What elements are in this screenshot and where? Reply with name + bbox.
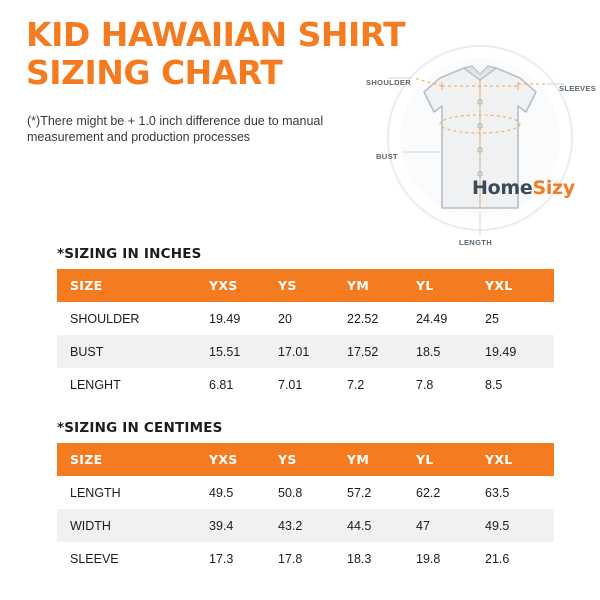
diagram-label-length: LENGTH	[459, 238, 493, 247]
table-row	[57, 302, 554, 335]
measurement-note: (*)There might be + 1.0 inch difference due to manual measurement and production processes	[27, 114, 324, 144]
cell-value: 7.2	[347, 368, 416, 401]
column-header-yxs: YXS	[209, 443, 278, 476]
row-label: SHOULDER	[57, 302, 209, 335]
row-label: LENGHT	[57, 368, 209, 401]
cell-value: 20	[278, 302, 347, 335]
cell-value: 25	[485, 302, 554, 335]
brand-logo	[472, 177, 575, 199]
column-header-size: SIZE	[57, 443, 209, 476]
section-title-centimetres: *SIZING IN CENTIMES	[57, 420, 223, 436]
row-label: SLEEVE	[57, 542, 209, 575]
cell-value: 21.6	[485, 542, 554, 575]
cell-value: 44.5	[347, 509, 416, 542]
table-row	[57, 476, 554, 509]
diagram-label-bust: BUST	[376, 152, 398, 161]
row-label: WIDTH	[57, 509, 209, 542]
table-row	[57, 368, 554, 401]
cell-value: 17.01	[278, 335, 347, 368]
cell-value: 43.2	[278, 509, 347, 542]
cell-value: 24.49	[416, 302, 485, 335]
cell-value: 18.5	[416, 335, 485, 368]
cell-value: 22.52	[347, 302, 416, 335]
cell-value: 57.2	[347, 476, 416, 509]
table-row	[57, 509, 554, 542]
cell-value: 49.5	[485, 509, 554, 542]
sizing-section-inches	[57, 246, 544, 401]
cell-value: 50.8	[278, 476, 347, 509]
cell-value: 15.51	[209, 335, 278, 368]
diagram-label-shoulder: SHOULDER	[366, 78, 412, 87]
cell-value: 17.3	[209, 542, 278, 575]
column-header-ys: YS	[278, 443, 347, 476]
column-header-yxl: YXL	[485, 443, 554, 476]
cell-value: 63.5	[485, 476, 554, 509]
table-row	[57, 542, 554, 575]
cell-value: 7.8	[416, 368, 485, 401]
table-header-row	[57, 269, 554, 302]
cell-value: 39.4	[209, 509, 278, 542]
cell-value: 19.49	[485, 335, 554, 368]
cell-value: 7.01	[278, 368, 347, 401]
diagram-label-sleeves: SLEEVES	[559, 84, 597, 93]
cell-value: 47	[416, 509, 485, 542]
column-header-yxs: YXS	[209, 269, 278, 302]
sizing-table-inches	[57, 269, 554, 401]
row-label: BUST	[57, 335, 209, 368]
brand-text-home: Home	[472, 177, 533, 199]
cell-value: 49.5	[209, 476, 278, 509]
column-header-ym: YM	[347, 269, 416, 302]
sizing-table-centimetres	[57, 443, 554, 575]
column-header-ym: YM	[347, 443, 416, 476]
brand-text-sizy: Sizy	[532, 177, 575, 199]
section-title-inches: *SIZING IN INCHES	[57, 246, 202, 262]
header	[0, 0, 600, 250]
cell-value: 6.81	[209, 368, 278, 401]
shirt-diagram	[366, 40, 597, 250]
title-line-2: SIZING CHART	[26, 53, 283, 92]
column-header-ys: YS	[278, 269, 347, 302]
column-header-yl: YL	[416, 443, 485, 476]
cell-value: 8.5	[485, 368, 554, 401]
table-row	[57, 335, 554, 368]
column-header-yxl: YXL	[485, 269, 554, 302]
title-line-1: KID HAWAIIAN SHIRT	[26, 15, 406, 54]
table-header-row	[57, 443, 554, 476]
cell-value: 19.8	[416, 542, 485, 575]
cell-value: 19.49	[209, 302, 278, 335]
row-label: LENGTH	[57, 476, 209, 509]
cell-value: 17.8	[278, 542, 347, 575]
cell-value: 62.2	[416, 476, 485, 509]
cell-value: 18.3	[347, 542, 416, 575]
cell-value: 17.52	[347, 335, 416, 368]
column-header-size: SIZE	[57, 269, 209, 302]
sizing-section-centimetres	[57, 420, 544, 575]
column-header-yl: YL	[416, 269, 485, 302]
